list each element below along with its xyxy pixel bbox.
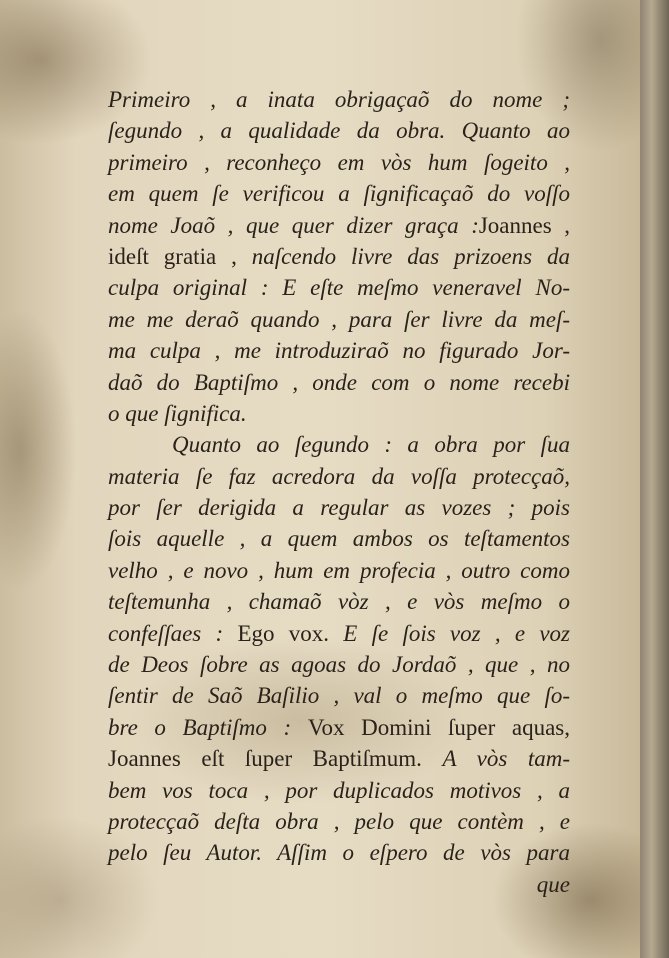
text-segment: naſcendo livre das prizoens da — [251, 243, 570, 269]
text-segment: bre o Baptiſmo : — [108, 714, 308, 740]
text-line — [108, 523, 570, 554]
text-line — [108, 147, 570, 178]
text-line — [108, 869, 570, 900]
text-line — [108, 335, 570, 366]
text-line — [108, 806, 570, 837]
text-segment: ideſt gratia , — [108, 243, 252, 269]
text-line — [108, 115, 570, 146]
text-segment: Quanto ao ſegundo : a obra por ſua — [172, 432, 570, 458]
text-line — [108, 241, 570, 272]
text-segment: Vox Domini ſuper aquas, — [307, 714, 570, 740]
text-segment: de Deos ſobre as agoas do Jordaõ , que , no — [108, 652, 570, 678]
text-line — [108, 429, 570, 460]
text-segment: Joannes eſt ſuper Baptiſmum. — [108, 746, 443, 772]
text-segment: pelo ſeu Autor. Aſſim o eſpero de vòs para — [108, 840, 570, 866]
text-line — [108, 743, 570, 774]
page-text — [108, 84, 570, 900]
text-line — [108, 618, 570, 649]
text-line — [108, 837, 570, 868]
text-line — [108, 272, 570, 303]
text-segment: me me deraõ quando , para ſer livre da meſ- — [108, 306, 570, 332]
text-segment: A vòs tam- — [442, 746, 570, 772]
text-segment: que — [536, 871, 570, 897]
text-segment: primeiro , reconheço em vòs hum ſogeito , — [108, 149, 570, 175]
text-segment: Primeiro , a inata obrigaçaõ do nome ; — [108, 87, 570, 112]
text-line — [108, 555, 570, 586]
text-line — [108, 367, 570, 398]
text-line — [108, 586, 570, 617]
text-segment: confeſſaes : — [108, 620, 238, 646]
text-segment: nome Joaõ , que quer dizer graça : — [108, 212, 479, 238]
text-segment: por ſer derigida a regular as vozes ; pois — [108, 495, 570, 521]
text-segment: ſegundo , a qualidade da obra. Quanto ao — [108, 118, 570, 144]
text-segment: em quem ſe verificou a ſignificaçaõ do voſſo — [108, 181, 570, 207]
text-segment: Joannes , — [478, 212, 570, 238]
text-segment: ma culpa , me introduziraõ no figurado Jor- — [108, 338, 570, 364]
text-segment: materia ſe faz acredora da voſſa protecçaõ, — [108, 463, 570, 489]
text-segment: bem vos toca , por duplicados motivos , a — [108, 777, 570, 803]
text-line — [108, 304, 570, 335]
text-line — [108, 492, 570, 523]
text-line — [108, 649, 570, 680]
text-line — [108, 210, 570, 241]
text-line — [108, 680, 570, 711]
text-segment: Ego vox. — [237, 620, 344, 646]
text-line — [108, 461, 570, 492]
text-line — [108, 775, 570, 806]
text-segment: ſentir de Saõ Baſilio , val o meſmo que ſo- — [108, 683, 570, 709]
text-segment: velho , e novo , hum em profecia , outro como — [108, 557, 570, 583]
text-segment: ſois aquelle , a quem ambos os teſtamentos — [108, 526, 570, 552]
page-edge — [640, 0, 669, 958]
text-segment: E ſe ſois voz , e voz — [343, 620, 570, 646]
text-segment: culpa original : E eſte meſmo veneravel No- — [108, 275, 570, 301]
text-line — [108, 398, 570, 429]
text-line — [108, 178, 570, 209]
text-line — [108, 84, 570, 115]
text-segment: o que ſignifica. — [108, 400, 247, 426]
text-line — [108, 712, 570, 743]
text-segment: protecçaõ deſta obra , pelo que contèm , e — [108, 808, 570, 834]
text-segment: daõ do Baptiſmo , onde com o nome recebi — [108, 369, 570, 395]
text-segment: teſtemunha , chamaõ vòz , e vòs meſmo o — [108, 589, 570, 615]
